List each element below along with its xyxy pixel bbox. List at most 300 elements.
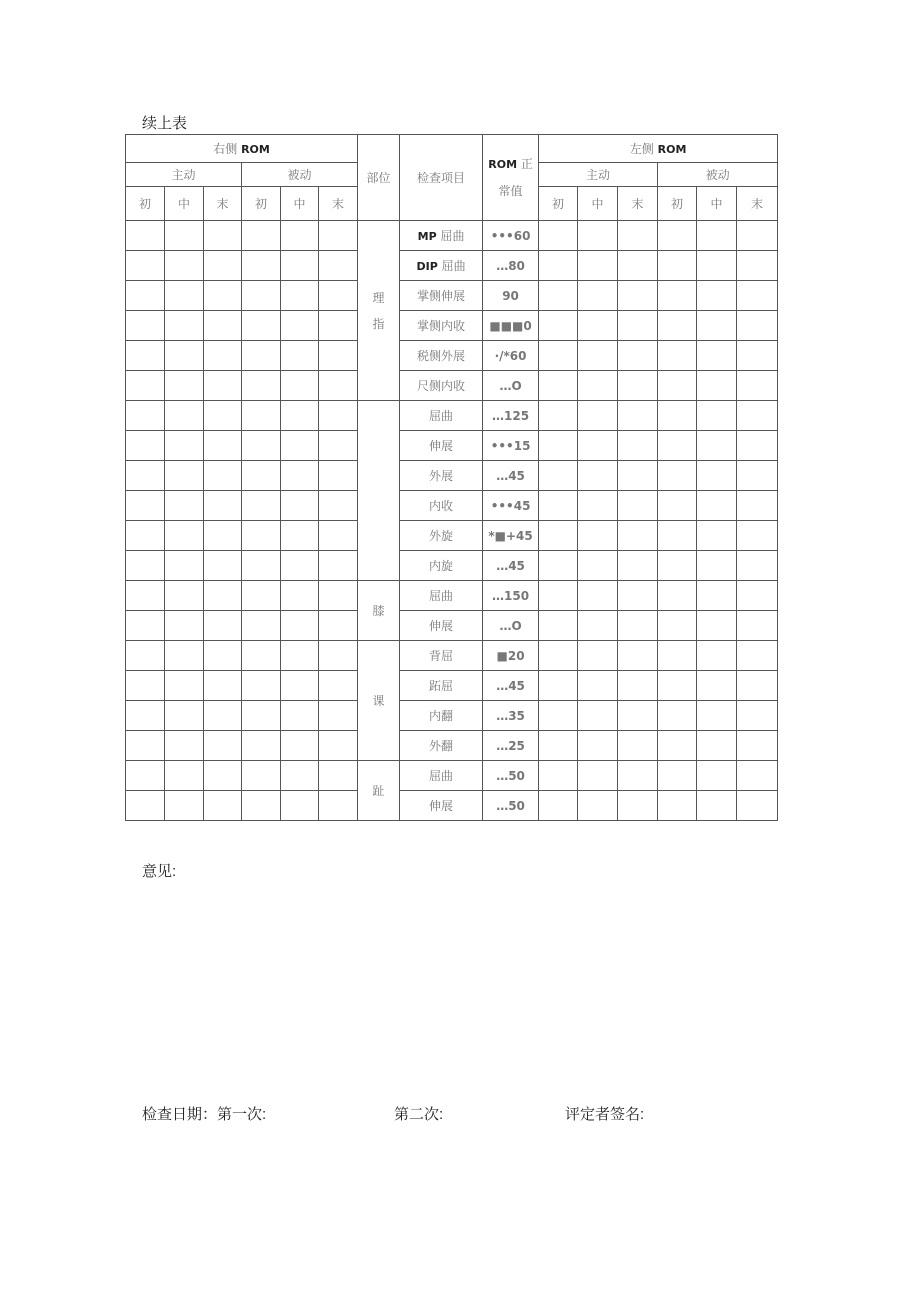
right-input-cell[interactable] — [242, 611, 281, 641]
exam-item: 跖屈 — [400, 671, 483, 701]
table-row — [126, 491, 778, 521]
right-input-cell[interactable] — [204, 491, 242, 521]
right-input-cell[interactable] — [242, 461, 281, 491]
right-input-cell[interactable] — [281, 731, 319, 761]
part-unlabeled — [358, 401, 400, 581]
left-input-cell[interactable] — [737, 221, 778, 251]
exam-item: 掌侧内收 — [400, 311, 483, 341]
right-input-cell[interactable] — [165, 311, 204, 341]
left-input-cell[interactable] — [697, 251, 737, 281]
exam-item: 伸展 — [400, 791, 483, 821]
left-input-cell[interactable] — [658, 281, 697, 311]
left-input-cell[interactable] — [697, 791, 737, 821]
right-input-cell[interactable] — [165, 611, 204, 641]
table-row — [126, 791, 778, 821]
normal-value: 90 — [483, 281, 539, 311]
table-row — [126, 761, 778, 791]
right-input-cell[interactable] — [281, 581, 319, 611]
left-input-cell[interactable] — [697, 431, 737, 461]
right-input-cell[interactable] — [204, 251, 242, 281]
left-input-cell[interactable] — [618, 761, 658, 791]
right-input-cell[interactable] — [281, 311, 319, 341]
right-input-cell[interactable] — [281, 611, 319, 641]
right-input-cell[interactable] — [319, 791, 358, 821]
exam-item: 屈曲 — [400, 401, 483, 431]
right-input-cell[interactable] — [242, 731, 281, 761]
normal-value: •••45 — [483, 491, 539, 521]
left-input-cell[interactable] — [578, 671, 618, 701]
right-input-cell[interactable] — [126, 401, 165, 431]
right-input-cell[interactable] — [126, 551, 165, 581]
right-input-cell[interactable] — [165, 281, 204, 311]
right-input-cell[interactable] — [204, 311, 242, 341]
left-input-cell[interactable] — [618, 281, 658, 311]
right-input-cell[interactable] — [165, 221, 204, 251]
right-input-cell[interactable] — [126, 581, 165, 611]
rom-table — [125, 134, 778, 821]
right-input-cell[interactable] — [165, 731, 204, 761]
right-input-cell[interactable] — [242, 671, 281, 701]
normal-value: …25 — [483, 731, 539, 761]
right-input-cell[interactable] — [319, 731, 358, 761]
exam-item: 伸展 — [400, 611, 483, 641]
right-input-cell[interactable] — [204, 221, 242, 251]
left-input-cell[interactable] — [539, 551, 578, 581]
left-input-cell[interactable] — [539, 761, 578, 791]
table-row — [126, 281, 778, 311]
table-row — [126, 251, 778, 281]
left-input-cell[interactable] — [618, 581, 658, 611]
stage-header: 初 — [242, 187, 281, 221]
left-input-cell[interactable] — [578, 311, 618, 341]
left-input-cell[interactable] — [658, 311, 697, 341]
left-input-cell[interactable] — [658, 341, 697, 371]
part-header: 部位 — [358, 135, 400, 221]
right-input-cell[interactable] — [319, 671, 358, 701]
left-input-cell[interactable] — [697, 611, 737, 641]
right-input-cell[interactable] — [165, 401, 204, 431]
right-input-cell[interactable] — [204, 731, 242, 761]
right-input-cell[interactable] — [242, 221, 281, 251]
left-input-cell[interactable] — [578, 791, 618, 821]
right-input-cell[interactable] — [319, 581, 358, 611]
left-input-cell[interactable] — [578, 251, 618, 281]
left-input-cell[interactable] — [658, 551, 697, 581]
left-input-cell[interactable] — [737, 761, 778, 791]
part-ankle: 课 — [358, 641, 400, 761]
left-input-cell[interactable] — [737, 731, 778, 761]
left-input-cell[interactable] — [737, 311, 778, 341]
table-row — [126, 641, 778, 671]
left-input-cell[interactable] — [578, 371, 618, 401]
left-input-cell[interactable] — [539, 731, 578, 761]
right-input-cell[interactable] — [204, 671, 242, 701]
left-input-cell[interactable] — [618, 551, 658, 581]
right-input-cell[interactable] — [242, 641, 281, 671]
right-input-cell[interactable] — [242, 311, 281, 341]
right-input-cell[interactable] — [281, 701, 319, 731]
right-input-cell[interactable] — [281, 461, 319, 491]
left-input-cell[interactable] — [697, 761, 737, 791]
right-input-cell[interactable] — [319, 401, 358, 431]
right-input-cell[interactable] — [242, 581, 281, 611]
right-input-cell[interactable] — [165, 371, 204, 401]
right-input-cell[interactable] — [126, 611, 165, 641]
right-input-cell[interactable] — [165, 521, 204, 551]
left-rom-header: 左侧 ROM — [539, 135, 778, 163]
right-input-cell[interactable] — [204, 431, 242, 461]
right-input-cell[interactable] — [319, 491, 358, 521]
table-row — [126, 581, 778, 611]
left-input-cell[interactable] — [618, 221, 658, 251]
right-input-cell[interactable] — [242, 791, 281, 821]
left-input-cell[interactable] — [737, 791, 778, 821]
right-input-cell[interactable] — [126, 641, 165, 671]
right-input-cell[interactable] — [281, 401, 319, 431]
left-input-cell[interactable] — [658, 731, 697, 761]
right-input-cell[interactable] — [165, 461, 204, 491]
right-input-cell[interactable] — [204, 581, 242, 611]
right-input-cell[interactable] — [242, 401, 281, 431]
left-input-cell[interactable] — [578, 701, 618, 731]
left-input-cell[interactable] — [658, 761, 697, 791]
stage-header: 中 — [281, 187, 319, 221]
left-input-cell[interactable] — [697, 491, 737, 521]
right-input-cell[interactable] — [281, 431, 319, 461]
left-input-cell[interactable] — [578, 491, 618, 521]
normal-value: •••15 — [483, 431, 539, 461]
right-input-cell[interactable] — [319, 251, 358, 281]
left-input-cell[interactable] — [618, 401, 658, 431]
stage-header: 初 — [658, 187, 697, 221]
left-input-cell[interactable] — [658, 521, 697, 551]
left-input-cell[interactable] — [618, 431, 658, 461]
right-input-cell[interactable] — [126, 731, 165, 761]
left-input-cell[interactable] — [737, 701, 778, 731]
left-input-cell[interactable] — [737, 611, 778, 641]
right-input-cell[interactable] — [204, 701, 242, 731]
right-input-cell[interactable] — [126, 761, 165, 791]
right-input-cell[interactable] — [319, 461, 358, 491]
right-input-cell[interactable] — [126, 491, 165, 521]
left-input-cell[interactable] — [578, 551, 618, 581]
left-input-cell[interactable] — [578, 581, 618, 611]
right-input-cell[interactable] — [281, 641, 319, 671]
right-input-cell[interactable] — [204, 551, 242, 581]
right-input-cell[interactable] — [281, 341, 319, 371]
right-input-cell[interactable] — [126, 431, 165, 461]
left-input-cell[interactable] — [658, 671, 697, 701]
left-input-cell[interactable] — [618, 521, 658, 551]
right-input-cell[interactable] — [319, 371, 358, 401]
right-input-cell[interactable] — [281, 371, 319, 401]
left-input-cell[interactable] — [539, 371, 578, 401]
right-input-cell[interactable] — [319, 311, 358, 341]
right-input-cell[interactable] — [242, 701, 281, 731]
left-input-cell[interactable] — [697, 671, 737, 701]
left-input-cell[interactable] — [618, 311, 658, 341]
right-input-cell[interactable] — [204, 611, 242, 641]
stage-header: 中 — [165, 187, 204, 221]
left-input-cell[interactable] — [578, 641, 618, 671]
exam-item: DIP 屈曲 — [400, 251, 483, 281]
left-input-cell[interactable] — [697, 401, 737, 431]
stage-header: 中 — [578, 187, 618, 221]
right-input-cell[interactable] — [281, 521, 319, 551]
left-input-cell[interactable] — [539, 521, 578, 551]
left-input-cell[interactable] — [658, 701, 697, 731]
right-input-cell[interactable] — [242, 491, 281, 521]
right-input-cell[interactable] — [242, 281, 281, 311]
right-input-cell[interactable] — [281, 281, 319, 311]
right-input-cell[interactable] — [165, 791, 204, 821]
right-input-cell[interactable] — [165, 581, 204, 611]
left-input-cell[interactable] — [539, 461, 578, 491]
left-input-cell[interactable] — [578, 761, 618, 791]
left-input-cell[interactable] — [697, 521, 737, 551]
left-input-cell[interactable] — [539, 431, 578, 461]
table-row — [126, 521, 778, 551]
right-input-cell[interactable] — [281, 671, 319, 701]
left-input-cell[interactable] — [618, 701, 658, 731]
right-input-cell[interactable] — [165, 251, 204, 281]
second-exam-date-label: 第二次: — [394, 1106, 444, 1123]
left-active-header: 主动 — [539, 163, 658, 187]
table-row — [126, 341, 778, 371]
normal-value: ■■■0 — [483, 311, 539, 341]
right-input-cell[interactable] — [242, 761, 281, 791]
left-input-cell[interactable] — [697, 341, 737, 371]
right-input-cell[interactable] — [204, 371, 242, 401]
left-input-cell[interactable] — [697, 641, 737, 671]
left-input-cell[interactable] — [578, 611, 618, 641]
right-input-cell[interactable] — [319, 281, 358, 311]
right-input-cell[interactable] — [319, 431, 358, 461]
left-input-cell[interactable] — [658, 431, 697, 461]
left-input-cell[interactable] — [539, 641, 578, 671]
right-input-cell[interactable] — [126, 791, 165, 821]
left-input-cell[interactable] — [658, 641, 697, 671]
left-input-cell[interactable] — [737, 461, 778, 491]
left-input-cell[interactable] — [737, 281, 778, 311]
right-input-cell[interactable] — [165, 431, 204, 461]
table-row — [126, 701, 778, 731]
left-input-cell[interactable] — [658, 401, 697, 431]
left-input-cell[interactable] — [578, 431, 618, 461]
left-input-cell[interactable] — [618, 641, 658, 671]
left-input-cell[interactable] — [658, 491, 697, 521]
right-rom-header: 右侧 ROM — [126, 135, 358, 163]
opinion-label: 意见: — [142, 863, 177, 880]
right-input-cell[interactable] — [242, 341, 281, 371]
left-input-cell[interactable] — [578, 731, 618, 761]
left-input-cell[interactable] — [539, 311, 578, 341]
left-input-cell[interactable] — [578, 281, 618, 311]
left-input-cell[interactable] — [658, 251, 697, 281]
right-input-cell[interactable] — [165, 701, 204, 731]
exam-item: 屈曲 — [400, 581, 483, 611]
right-input-cell[interactable] — [242, 551, 281, 581]
right-input-cell[interactable] — [319, 341, 358, 371]
left-input-cell[interactable] — [539, 581, 578, 611]
exam-item: MP 屈曲 — [400, 221, 483, 251]
right-input-cell[interactable] — [165, 551, 204, 581]
right-input-cell[interactable] — [204, 401, 242, 431]
left-input-cell[interactable] — [697, 371, 737, 401]
right-active-header: 主动 — [126, 163, 242, 187]
left-input-cell[interactable] — [539, 221, 578, 251]
left-input-cell[interactable] — [578, 461, 618, 491]
right-input-cell[interactable] — [165, 671, 204, 701]
left-input-cell[interactable] — [658, 371, 697, 401]
right-input-cell[interactable] — [281, 491, 319, 521]
normal-value: …O — [483, 611, 539, 641]
right-input-cell[interactable] — [242, 371, 281, 401]
right-input-cell[interactable] — [319, 701, 358, 731]
right-input-cell[interactable] — [126, 701, 165, 731]
left-input-cell[interactable] — [618, 611, 658, 641]
table-caption: 续上表 — [142, 114, 188, 132]
right-input-cell[interactable] — [165, 761, 204, 791]
right-input-cell[interactable] — [126, 461, 165, 491]
evaluator-signature-label: 评定者签名: — [565, 1106, 645, 1123]
left-input-cell[interactable] — [539, 701, 578, 731]
left-input-cell[interactable] — [737, 371, 778, 401]
right-input-cell[interactable] — [319, 641, 358, 671]
exam-item: 内旋 — [400, 551, 483, 581]
left-input-cell[interactable] — [539, 671, 578, 701]
normal-value-header: ROM 正 常值 — [483, 135, 539, 221]
left-input-cell[interactable] — [737, 431, 778, 461]
left-input-cell[interactable] — [658, 611, 697, 641]
right-input-cell[interactable] — [204, 641, 242, 671]
left-input-cell[interactable] — [618, 371, 658, 401]
right-input-cell[interactable] — [126, 671, 165, 701]
right-input-cell[interactable] — [165, 491, 204, 521]
left-input-cell[interactable] — [737, 581, 778, 611]
left-input-cell[interactable] — [697, 551, 737, 581]
left-input-cell[interactable] — [737, 491, 778, 521]
left-input-cell[interactable] — [618, 791, 658, 821]
left-input-cell[interactable] — [697, 581, 737, 611]
left-input-cell[interactable] — [697, 221, 737, 251]
left-input-cell[interactable] — [539, 341, 578, 371]
normal-value: …50 — [483, 761, 539, 791]
left-input-cell[interactable] — [539, 281, 578, 311]
normal-value: •••60 — [483, 221, 539, 251]
left-input-cell[interactable] — [697, 701, 737, 731]
right-input-cell[interactable] — [204, 761, 242, 791]
right-input-cell[interactable] — [281, 761, 319, 791]
right-input-cell[interactable] — [165, 341, 204, 371]
right-input-cell[interactable] — [204, 341, 242, 371]
right-input-cell[interactable] — [126, 281, 165, 311]
left-input-cell[interactable] — [539, 401, 578, 431]
left-input-cell[interactable] — [737, 251, 778, 281]
first-exam-date-label: 检查日期：第一次: — [142, 1106, 267, 1123]
left-input-cell[interactable] — [737, 521, 778, 551]
left-input-cell[interactable] — [539, 611, 578, 641]
left-input-cell[interactable] — [737, 551, 778, 581]
right-input-cell[interactable] — [126, 341, 165, 371]
left-input-cell[interactable] — [578, 341, 618, 371]
right-input-cell[interactable] — [126, 251, 165, 281]
right-input-cell[interactable] — [281, 791, 319, 821]
exam-item: 尺侧内收 — [400, 371, 483, 401]
item-header: 检查项目 — [400, 135, 483, 221]
right-input-cell[interactable] — [165, 641, 204, 671]
right-input-cell[interactable] — [319, 611, 358, 641]
right-input-cell[interactable] — [281, 551, 319, 581]
stage-header: 末 — [319, 187, 358, 221]
right-input-cell[interactable] — [126, 221, 165, 251]
left-input-cell[interactable] — [618, 251, 658, 281]
stage-header: 初 — [126, 187, 165, 221]
right-input-cell[interactable] — [281, 221, 319, 251]
right-input-cell[interactable] — [204, 791, 242, 821]
right-input-cell[interactable] — [242, 431, 281, 461]
left-input-cell[interactable] — [658, 221, 697, 251]
left-input-cell[interactable] — [697, 461, 737, 491]
table-row — [126, 401, 778, 431]
left-input-cell[interactable] — [658, 791, 697, 821]
left-input-cell[interactable] — [539, 251, 578, 281]
left-input-cell[interactable] — [697, 311, 737, 341]
left-input-cell[interactable] — [737, 401, 778, 431]
right-input-cell[interactable] — [242, 521, 281, 551]
left-input-cell[interactable] — [539, 791, 578, 821]
right-input-cell[interactable] — [126, 521, 165, 551]
left-input-cell[interactable] — [737, 671, 778, 701]
right-input-cell[interactable] — [204, 461, 242, 491]
left-input-cell[interactable] — [618, 671, 658, 701]
right-input-cell[interactable] — [204, 521, 242, 551]
left-input-cell[interactable] — [578, 521, 618, 551]
left-input-cell[interactable] — [658, 581, 697, 611]
normal-value: …35 — [483, 701, 539, 731]
right-input-cell[interactable] — [126, 311, 165, 341]
normal-value: …45 — [483, 461, 539, 491]
left-input-cell[interactable] — [737, 341, 778, 371]
left-input-cell[interactable] — [658, 461, 697, 491]
right-input-cell[interactable] — [242, 251, 281, 281]
left-input-cell[interactable] — [697, 731, 737, 761]
left-input-cell[interactable] — [618, 461, 658, 491]
normal-value: *■+45 — [483, 521, 539, 551]
normal-value: …45 — [483, 551, 539, 581]
right-input-cell[interactable] — [319, 521, 358, 551]
left-input-cell[interactable] — [578, 221, 618, 251]
left-input-cell[interactable] — [539, 491, 578, 521]
normal-value: …125 — [483, 401, 539, 431]
right-input-cell[interactable] — [281, 251, 319, 281]
left-input-cell[interactable] — [578, 401, 618, 431]
left-input-cell[interactable] — [618, 341, 658, 371]
stage-header: 末 — [204, 187, 242, 221]
right-input-cell[interactable] — [319, 221, 358, 251]
exam-item: 屈曲 — [400, 761, 483, 791]
left-input-cell[interactable] — [697, 281, 737, 311]
right-input-cell[interactable] — [319, 551, 358, 581]
right-input-cell[interactable] — [126, 371, 165, 401]
left-input-cell[interactable] — [737, 641, 778, 671]
table-row — [126, 671, 778, 701]
left-input-cell[interactable] — [618, 731, 658, 761]
right-input-cell[interactable] — [319, 761, 358, 791]
left-input-cell[interactable] — [618, 491, 658, 521]
right-input-cell[interactable] — [204, 281, 242, 311]
normal-value: …45 — [483, 671, 539, 701]
